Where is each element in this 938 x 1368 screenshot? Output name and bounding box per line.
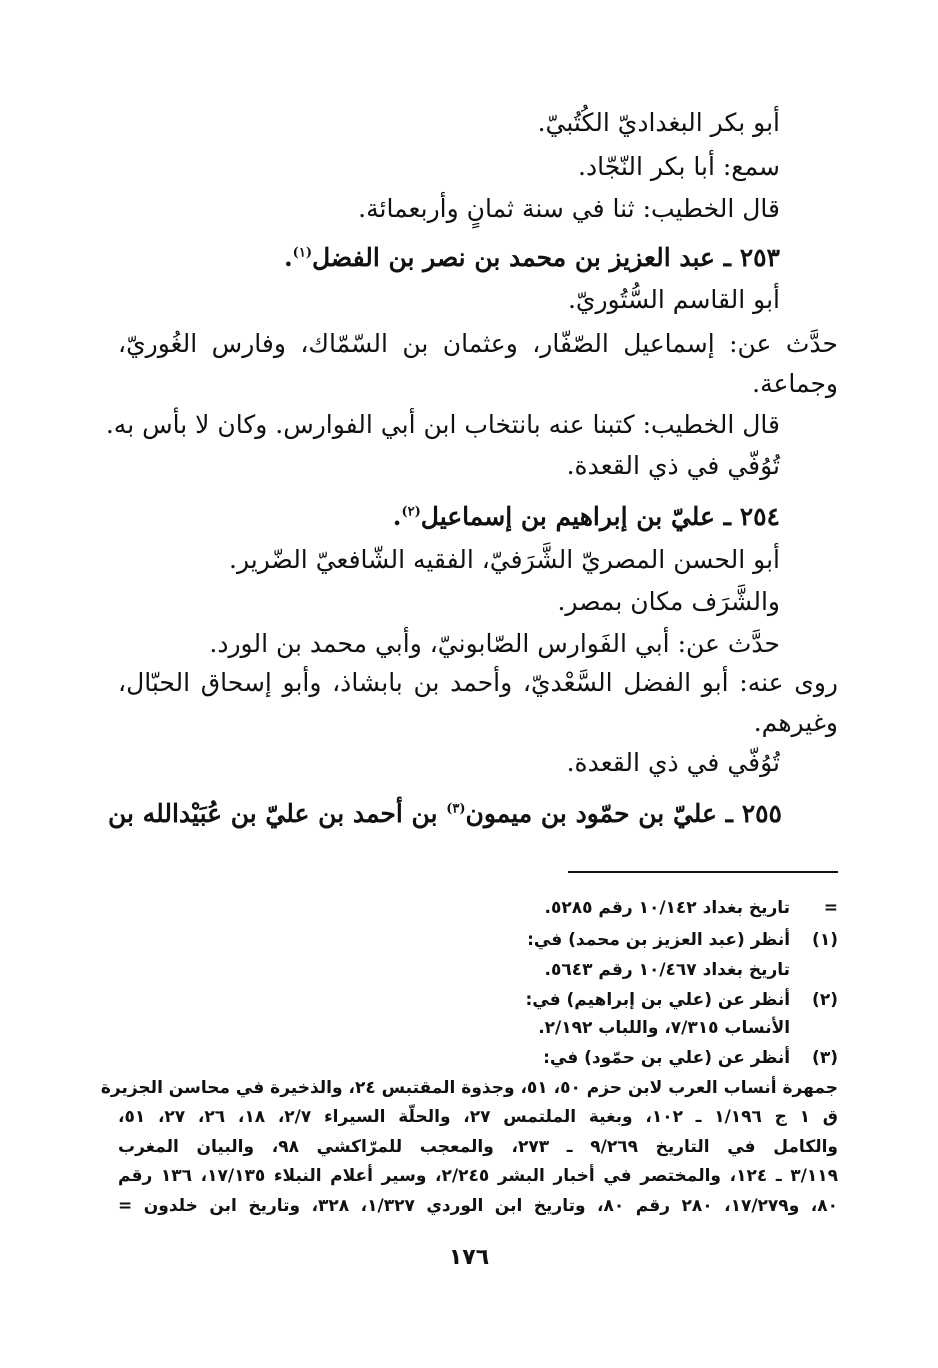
footnote-marker: = (823, 898, 838, 918)
footnote-separator (568, 871, 838, 873)
text-line: سمع: أبا بكر النّجّاد. (578, 152, 780, 181)
footnote-text: تاريخ بغداد ١٠/١٤٢ رقم ٥٢٨٥. (544, 898, 791, 918)
footnote-text: أنظر عن (علي بن إبراهيم) في: (525, 990, 791, 1010)
text-line: روى عنه: أبو الفضل السَّعْديّ، وأحمد بن بابشاذ، وأبو إسحاق الحبّال، (118, 668, 838, 697)
footnote-item (120, 925, 838, 955)
footnote-continuation-line: جمهرة أنساب العرب لابن حزم ٥٠، ٥١، وجذوة المقتبس ٢٤، والذخيرة في محاسن الجزيرة (100, 1078, 838, 1098)
footnote-item (120, 1013, 838, 1043)
footnote-item (120, 1043, 838, 1073)
footnote-text: الأنساب ٧/٣١٥، واللباب ٢/١٩٢. (538, 1018, 791, 1038)
text-line: تُوُفّي في ذي القعدة. (566, 451, 780, 480)
text-line: حدَّث عن: أبي الفَوارس الصّابونيّ، وأبي محمد بن الورد. (209, 629, 780, 658)
footnote-ref: (٢) (401, 504, 421, 520)
text-line: والشَّرَف مكان بمصر. (557, 587, 780, 616)
text-line: تُوُفّي في ذي القعدة. (566, 748, 780, 777)
footnote-ref: (٣) (446, 801, 466, 817)
footnote-continuation-line: ٣/١١٩ ـ ١٢٤، والمختصر في أخبار البشر ٢/٢٤٥، وسير أعلام النبلاء ١٧/١٣٥، ١٣٦ رقم (118, 1166, 838, 1186)
entry-title: ٢٥٥ ـ عليّ بن حمّود بن ميمون (465, 799, 782, 828)
footnote-marker: (٣) (812, 1048, 838, 1068)
footnote-item (120, 985, 838, 1015)
text-line: وغيرهم. (753, 708, 838, 737)
entry-title-end: . (392, 502, 402, 531)
text-line: أبو القاسم السُّتُوريّ. (567, 285, 780, 314)
entry-title: ٢٥٤ ـ عليّ بن إبراهيم بن إسماعيل (420, 502, 780, 531)
entry-heading-254 (393, 497, 780, 537)
entry-title-end: . (283, 243, 293, 272)
text-line: قال الخطيب: كتبنا عنه بانتخاب ابن أبي الفوارس. وكان لا بأس به. (105, 410, 780, 439)
entry-heading-255 (107, 794, 782, 834)
entry-heading-253 (284, 238, 780, 278)
footnote-continuation-line: ق ١ ج ١/١٩٦ ـ ١٠٢، وبغية الملتمس ٢٧، والحلّة السيراء ٢/٧، ١٨، ٢٦، ٢٧، ٥١، (118, 1107, 838, 1127)
entry-title: ٢٥٣ ـ عبد العزيز بن محمد بن نصر بن الفضل (311, 243, 780, 272)
footnote-marker: (١) (812, 930, 838, 950)
footnote-continuation-line: والكامل في التاريخ ٩/٢٦٩ ـ ٢٧٣، والمعجب للمرّاكشي ٩٨، والبيان المغرب (118, 1137, 838, 1157)
footnote-item (120, 955, 838, 985)
text-line: أبو الحسن المصريّ الشَّرَفيّ، الفقيه الشّافعيّ الضّرير. (229, 545, 780, 574)
footnote-item (120, 893, 838, 923)
text-line: أبو بكر البغداديّ الكُتُبيّ. (537, 108, 780, 137)
footnote-marker: (٢) (812, 990, 838, 1010)
footnote-text: أنظر عن (علي بن حمّود) في: (543, 1048, 791, 1068)
text-line: حدَّث عن: إسماعيل الصّفّار، وعثمان بن السّمّاك، وفارس الغُوريّ، (118, 329, 838, 358)
page-number: ١٧٦ (448, 1245, 490, 1270)
text-line: قال الخطيب: ثنا في سنة ثمانٍ وأربعمائة. (358, 194, 780, 223)
footnote-continuation-line: ٨٠، و١٧/٢٧٩، ٢٨٠ رقم ٨٠، وتاريخ ابن الوردي ١/٣٢٧، ٣٢٨، وتاريخ ابن خلدون = (118, 1196, 838, 1216)
footnote-ref: (١) (292, 245, 312, 261)
entry-title-end: بن أحمد بن عليّ بن عُبَيْدالله بن (107, 799, 447, 828)
text-line: وجماعة. (752, 369, 838, 398)
footnote-text: أنظر (عبد العزيز بن محمد) في: (527, 930, 791, 950)
footnote-text: تاريخ بغداد ١٠/٤٦٧ رقم ٥٦٤٣. (544, 960, 791, 980)
